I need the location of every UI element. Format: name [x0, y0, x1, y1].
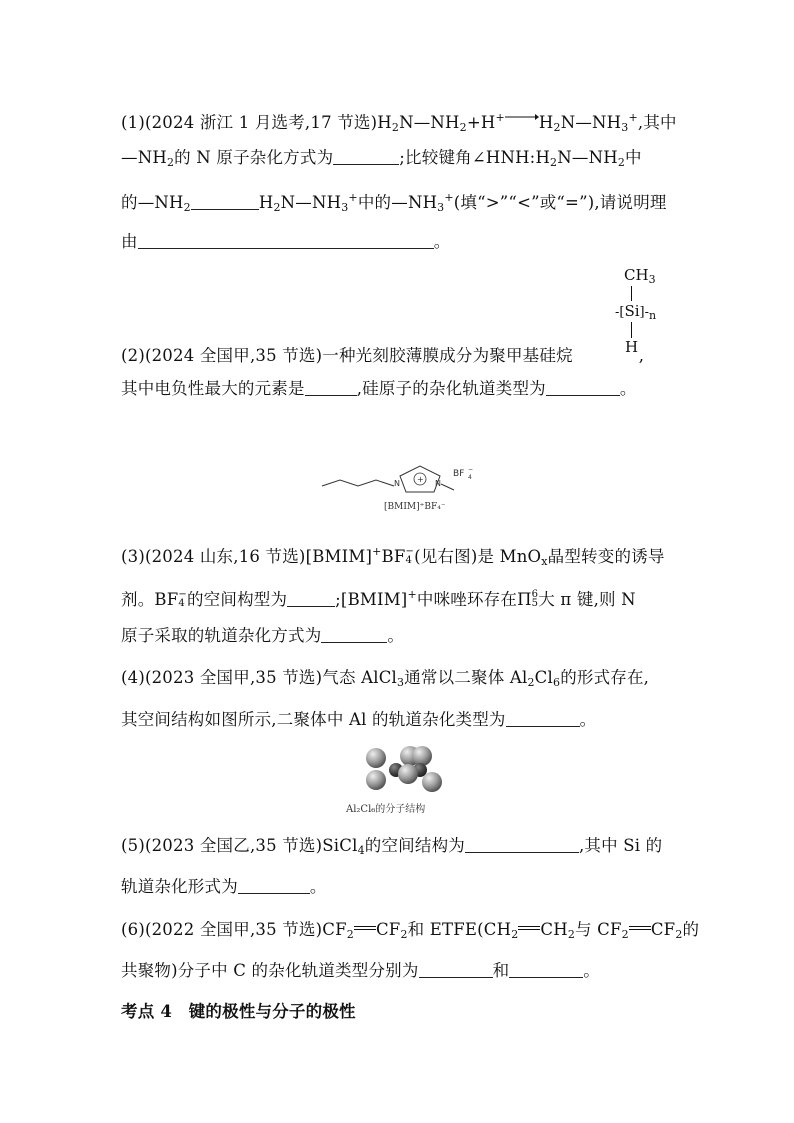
text: CH — [540, 920, 568, 939]
text: ;比较键角∠HNH:H — [399, 148, 551, 167]
answer-blank[interactable] — [305, 379, 357, 396]
bmim-structure-icon — [320, 452, 480, 500]
sup: + — [628, 111, 638, 124]
sup: + — [372, 545, 382, 558]
q3-line-3 — [121, 625, 404, 647]
sub: 2 — [553, 121, 561, 134]
section-heading: 考点 4 键的极性与分子的极性 — [121, 1002, 356, 1021]
sub: 2 — [527, 676, 535, 689]
double-bond — [518, 926, 540, 930]
text: 中 — [625, 148, 642, 167]
sub: 2 — [273, 201, 281, 214]
sub: 3 — [341, 201, 349, 214]
text: 。 — [619, 379, 637, 398]
text: 晶型转变的诱导 — [547, 547, 665, 566]
text: 其中电负性最大的元素是 — [121, 379, 305, 398]
anion-label: BF — [453, 469, 465, 479]
text: 。 — [387, 626, 405, 645]
answer-blank[interactable] — [333, 148, 399, 165]
sub: 2 — [567, 928, 576, 941]
text: ,其中 — [637, 113, 677, 132]
text: —NH — [121, 148, 167, 167]
sub: n — [649, 309, 657, 322]
subsup: 6 5 — [531, 589, 539, 609]
answer-blank[interactable] — [321, 626, 387, 643]
q1-line-1 — [121, 107, 677, 139]
answer-blank[interactable] — [506, 710, 580, 727]
text: (见右图)是 MnO — [414, 547, 542, 566]
sub: 3 — [621, 121, 629, 134]
text: CF — [375, 920, 401, 939]
text: ;[BMIM] — [335, 590, 408, 609]
q5-line-1 — [121, 835, 662, 862]
answer-blank[interactable] — [238, 877, 310, 894]
sub: 2 — [550, 156, 558, 169]
q1-line-4 — [121, 231, 450, 253]
sub: 2 — [675, 928, 683, 941]
q5-line-2 — [121, 876, 327, 898]
text: N—NH — [280, 193, 342, 212]
q6-line-1 — [121, 919, 699, 946]
text: 。 — [433, 232, 451, 251]
text: 由 — [121, 232, 138, 251]
text: 其空间结构如图所示,二聚体中 Al 的轨道杂化类型为 — [121, 710, 506, 729]
svg-text:−: − — [468, 466, 474, 473]
text: 轨道杂化形式为 — [121, 877, 238, 896]
bracket-left: -[ — [615, 305, 625, 320]
sub: 2 — [459, 121, 467, 134]
text: 中咪唑环存在Π — [416, 590, 532, 609]
text: (5)(2023 全国乙,35 节选)SiCl — [121, 836, 358, 855]
answer-blank[interactable] — [419, 961, 493, 978]
sup: + — [495, 111, 505, 124]
text: N—NH — [560, 113, 622, 132]
text: 的空间构型为 — [186, 590, 288, 609]
text: 。 — [579, 710, 597, 729]
svg-text:N: N — [394, 479, 400, 488]
bond-line — [631, 322, 632, 338]
figure-caption: Al₂Cl₆的分子结构 — [346, 804, 426, 815]
answer-blank[interactable] — [546, 379, 620, 396]
sup: + — [444, 191, 454, 204]
text: (填“>”“<”或“=”),请说明理 — [453, 193, 667, 212]
bmim-bf4-figure — [320, 452, 480, 522]
sub: 2 — [617, 156, 626, 169]
text: +H — [466, 113, 496, 132]
text: 大 π 键,则 N — [538, 590, 636, 609]
methyl-label — [624, 266, 656, 286]
svg-text:+: + — [417, 475, 424, 484]
q2-line-1 — [121, 345, 644, 367]
text: 的空间结构为 — [364, 836, 465, 855]
molecule-model-icon — [358, 744, 458, 796]
q6-line-2 — [121, 960, 600, 982]
q1-line-2 — [121, 147, 642, 174]
q3-line-1 — [121, 541, 665, 573]
q2-line-2 — [121, 378, 637, 400]
text: CH — [624, 266, 649, 284]
text: 通常以二聚体 Al — [404, 668, 528, 687]
text: Si — [624, 302, 640, 320]
text: 的 — [682, 920, 700, 939]
q4-line-2 — [121, 709, 596, 731]
answer-blank[interactable] — [138, 232, 434, 249]
sub: 2 — [346, 928, 354, 941]
sub: 3 — [397, 676, 405, 689]
sub: 3 — [437, 201, 445, 214]
text: 。 — [309, 877, 327, 896]
text: 和 — [492, 961, 510, 980]
bracket-right: ]- — [639, 305, 650, 320]
text: 共聚物)分子中 C 的杂化轨道类型分别为 — [121, 961, 419, 980]
text: (6)(2022 全国甲,35 节选)CF — [121, 920, 347, 939]
sub: 6 — [552, 676, 561, 689]
answer-blank[interactable] — [465, 836, 579, 853]
answer-blank[interactable] — [287, 590, 335, 607]
text: 。 — [583, 961, 600, 980]
text: Cl — [534, 668, 553, 687]
text: 的形式存在, — [560, 668, 650, 687]
bond-line — [631, 286, 632, 301]
sub: 2 — [391, 121, 400, 134]
subsup: − 4 — [178, 589, 187, 609]
sup: + — [348, 191, 358, 204]
sup: + — [407, 588, 417, 601]
text: ,硅原子的杂化轨道类型为 — [356, 379, 546, 398]
text: BF — [381, 547, 406, 566]
double-bond — [629, 926, 651, 930]
sub: 2 — [166, 156, 175, 169]
answer-blank[interactable] — [191, 193, 259, 210]
sub: 3 — [648, 273, 656, 286]
text: H — [538, 113, 554, 132]
sub: 2 — [183, 201, 191, 214]
text: , — [638, 346, 645, 365]
text: (2)(2024 全国甲,35 节选)一种光刻胶薄膜成分为聚甲基硅烷 — [121, 346, 573, 365]
text: 剂。BF — [121, 590, 179, 609]
silicon-label — [615, 302, 656, 322]
text: 与 CF — [575, 920, 622, 939]
q1-line-3 — [121, 187, 667, 219]
al2cl6-figure — [346, 744, 456, 819]
text: 和 ETFE(CH — [407, 920, 512, 939]
text: N—NH — [557, 148, 618, 167]
sub: 2 — [511, 928, 519, 941]
q3-line-2 — [121, 584, 636, 611]
text: (4)(2023 全国甲,35 节选)气态 AlCl — [121, 668, 398, 687]
text: N—NH — [399, 113, 460, 132]
sub: 2 — [621, 928, 629, 941]
figure-caption: [BMIM]⁺BF₄⁻ — [384, 502, 446, 512]
text: CF — [650, 920, 676, 939]
q4-line-1 — [121, 667, 649, 694]
hydrogen-label: H — [625, 338, 639, 356]
text: 的 N 原子杂化方式为 — [174, 148, 334, 167]
subsup: − 4 — [405, 546, 415, 566]
text: 中的—NH — [357, 193, 438, 212]
sub: 2 — [400, 928, 408, 941]
svg-text:N: N — [435, 479, 441, 488]
text: 的—NH — [121, 193, 184, 212]
svg-text:4: 4 — [468, 474, 472, 481]
double-bond — [354, 926, 376, 930]
text: (3)(2024 山东,16 节选)[BMIM] — [121, 547, 373, 566]
reaction-arrow-icon — [505, 112, 539, 122]
sub: x — [541, 555, 548, 568]
answer-blank[interactable] — [509, 961, 583, 978]
text: 原子采取的轨道杂化方式为 — [121, 626, 322, 645]
text: (1)(2024 浙江 1 月选考,17 节选)H — [121, 113, 392, 132]
text: H — [258, 193, 274, 212]
text: ,其中 Si 的 — [578, 836, 663, 855]
sub: 4 — [357, 844, 365, 857]
